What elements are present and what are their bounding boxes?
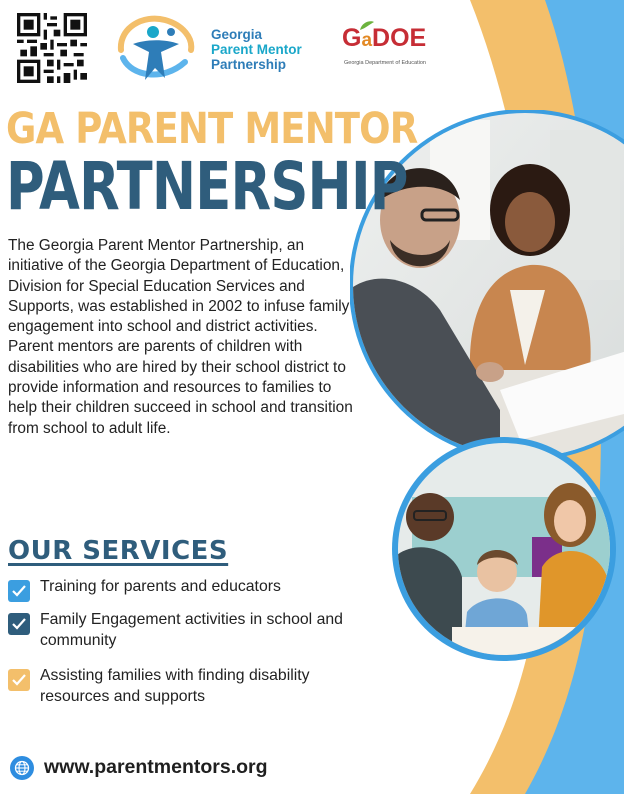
globe-icon bbox=[10, 756, 34, 780]
qr-code bbox=[17, 13, 87, 83]
checkbox-icon bbox=[8, 580, 30, 602]
services-heading: OUR SERVICES bbox=[8, 536, 229, 566]
service-label: Family Engagement activities in school and community bbox=[40, 611, 343, 649]
photo-teachers-child bbox=[392, 437, 617, 662]
logo-line-1: Georgia bbox=[211, 27, 263, 42]
gadoe-doe: DOE bbox=[372, 24, 427, 52]
title-line-2: PARTNERSHIP bbox=[6, 148, 408, 225]
intro-paragraph: The Georgia Parent Mentor Partnership, an initiative of the Georgia Department of Education, Division for Special Education Services and Supports, was established in 2002 to infuse family engagement into school and district activities. Parent mentors are parents of children with disabilities who are hired by their school district to provide information and resources to families to help their children succeed in school and transition from school to adult life. bbox=[8, 237, 353, 437]
services-list bbox=[8, 576, 353, 707]
checkbox-icon bbox=[8, 669, 30, 691]
gadoe-logo bbox=[340, 22, 440, 72]
service-item bbox=[8, 609, 353, 651]
checkbox-icon bbox=[8, 613, 30, 635]
gadoe-a: a bbox=[361, 30, 373, 51]
apple-leaf-icon bbox=[358, 20, 376, 32]
gadoe-subtitle: Georgia Department of Education bbox=[344, 60, 426, 66]
gpmp-wordmark bbox=[211, 27, 302, 72]
service-item bbox=[8, 576, 353, 597]
service-item bbox=[8, 665, 353, 707]
logo-line-2: Parent Mentor bbox=[211, 42, 302, 57]
gadoe-g: G bbox=[342, 24, 362, 52]
title-line-1: GA PARENT MENTOR bbox=[6, 104, 418, 154]
logo-line-3: Partnership bbox=[211, 57, 287, 72]
service-label: Assisting families with finding disability resources and supports bbox=[40, 667, 310, 705]
gpmp-logo bbox=[113, 10, 199, 88]
service-label: Training for parents and educators bbox=[40, 578, 281, 595]
website-link[interactable]: www.parentmentors.org bbox=[44, 756, 268, 778]
